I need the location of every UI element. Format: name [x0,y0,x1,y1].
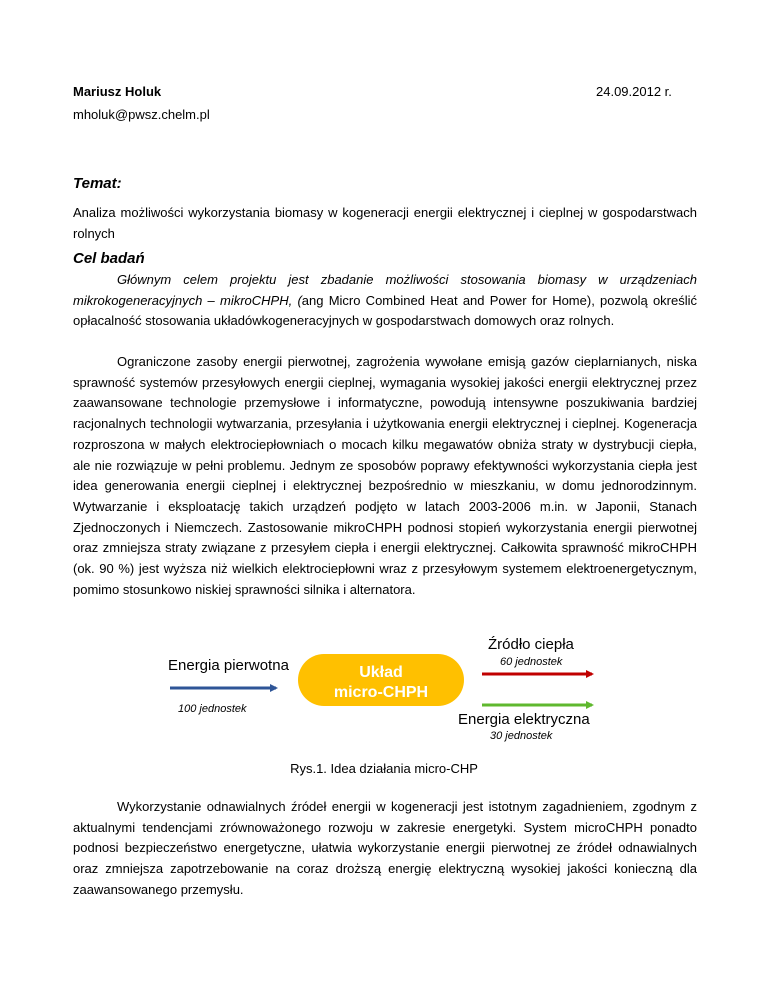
topic-heading: Temat: [73,175,122,192]
goal-paragraph-1-rest: ang Micro Combined Heat and Power for Home), pozwolą określić opłacalność stosowania układówkogeneracyjnych w gospodarstwach domowych oraz rolnych. [73,292,698,329]
input-units: 100 jednostek [178,703,247,715]
micro-chph-diagram [160,632,610,747]
goal-paragraph-2: Ograniczone zasoby energii pierwotnej, zagrożenia wywołane emisją gazów cieplarnianych, niska sprawność systemów przesyłowych energii cieplnej, wymagania wysokiej jakości energii elektrycznej przez zaawansowane technologie przemysłowe i informatyczne, powodują intensywne poszukiwania bardziej racjonalnych technologii wytwarzania, przesyłania i użytkowania energii elektrycznej i cieplnej. Kogeneracja rozproszona w małych elektrociepłowniach o mocach kilku megawatów obniża straty w dystrybucji ciepła, ale nie rozwiązuje w pełni problemu. Jednym ze sposobów poprawy efektywności wykorzystania ciepła jest idea generowania energii cieplnej i elektrycznej bezpośrednio w mieszkaniu, w domu jednorodzinnym. Wytwarzanie i eksploatację takich urządzeń podjęto w latach 2003-2006 m.in. w Japonii, Stanach Zjednoczonych i Niemczech. Zastosowanie mikroCHPH podnosi stopień wykorzystania energii pierwotnej oraz zmniejsza straty związane z przesyłem ciepła i energii elektrycznej. Całkowita sprawność mikroCHPH (ok. 90 %) jest wyższa niż wielkich elektrociepłowni wraz z przesyłowym systemem elektroenergetycznym, pomimo stosunkowo niskiej sprawności silnika i alternatora. [73,354,697,597]
box-line-2: micro-CHPH [333,684,429,701]
heat-label: Źródło ciepła [488,636,574,653]
document-date: 24.09.2012 r. [596,84,672,99]
goal-heading: Cel badań [73,250,145,267]
topic-text: Analiza możliwości wykorzystania biomasy w kogeneracji energii elektrycznej i cieplnej w gospodarstwach rolnych [73,205,697,241]
goal-paragraph-3: Wykorzystanie odnawialnych źródeł energii w kogeneracji jest istotnym zagadnieniem, zgodnym z aktualnymi tendencjami zrównoważonego rozwoju w zakresie energetyki. System microCHPH ponadto podnosi bezpieczeństwo energetyczne, ułatwia wykorzystanie energii pierwotnej ze źródeł odnawialnych oraz zmniejsza zapotrzebowanie na coraz droższą energię elektryczną wysokiej jakości konieczną dla zaawansowanego przemysłu. [73,799,697,897]
input-label: Energia pierwotna [168,657,289,674]
goal-paragraph-1 [73,270,697,332]
figure-caption: Rys.1. Idea działania micro-CHP [290,761,478,776]
electricity-label: Energia elektryczna [458,711,590,728]
heat-units: 60 jednostek [500,656,563,668]
author-email: mholuk@pwsz.chelm.pl [73,107,210,122]
box-line-1: Układ [359,664,403,681]
goal-paragraph-1-italic: Głównym celem projektu jest zbadanie możliwości stosowania biomasy w urządzeniach mikrokogeneracyjnych – mikroCHPH, ( [73,272,697,308]
electricity-units: 30 jednostek [490,730,553,742]
author-name: Mariusz Holuk [73,84,162,99]
